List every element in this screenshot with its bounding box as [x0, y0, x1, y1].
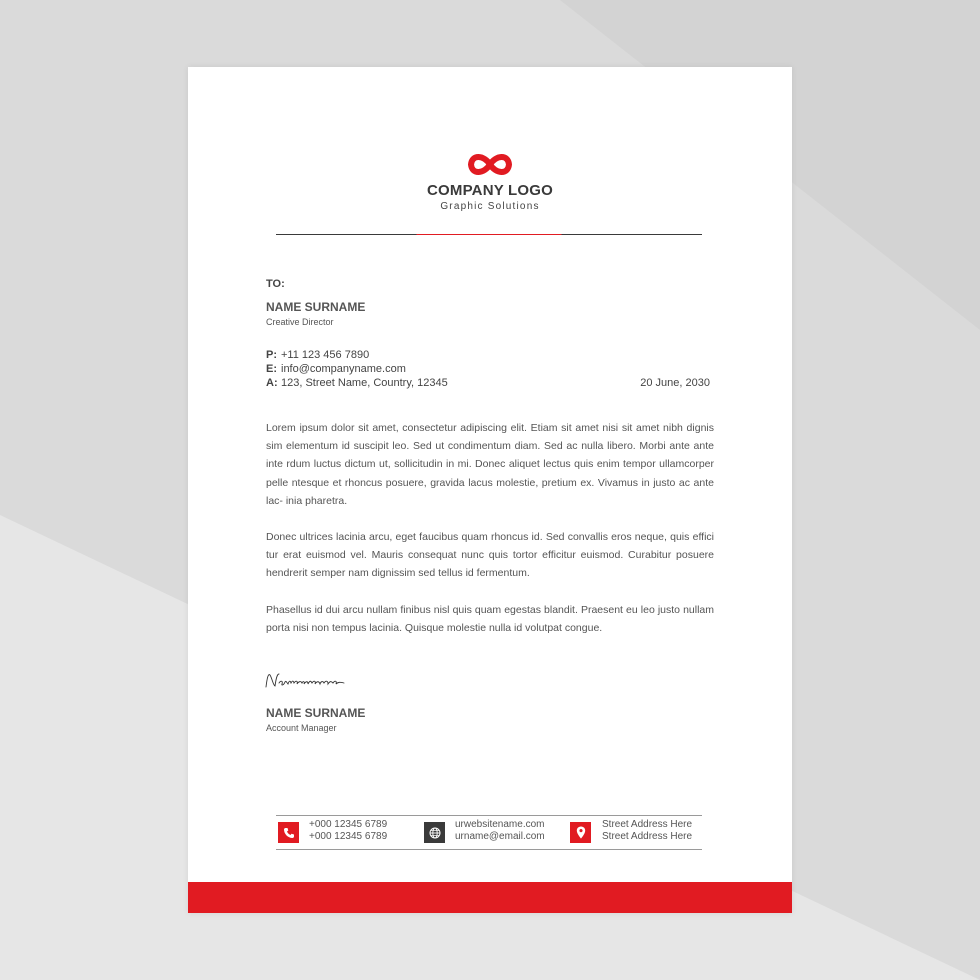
- email-key: E:: [266, 363, 277, 375]
- footer-phone-text: [309, 819, 387, 843]
- company-logo: [188, 151, 792, 212]
- footer-website: urwebsitename.com: [455, 819, 545, 830]
- phone-key: P:: [266, 349, 277, 361]
- footer-phone-1: +000 12345 6789: [309, 819, 388, 830]
- infinity-icon: [466, 151, 514, 178]
- address-value: 123, Street Name, Country, 12345: [281, 377, 448, 389]
- body-paragraph-3: Phasellus id dui arcu nullam finibus nisl quis quam egestas blandit. Praesent eu leo justo nullam porta nisi non tempus lacinia. Quisque molestie nulla id volutpat congue.: [266, 604, 714, 635]
- phone-value: +11 123 456 7890: [281, 349, 370, 361]
- company-tagline: Graphic Solutions: [440, 201, 540, 212]
- location-pin-icon: [570, 822, 591, 843]
- address-key: A:: [266, 377, 278, 389]
- to-label: TO:: [266, 278, 285, 290]
- company-name: COMPANY LOGO: [426, 182, 554, 199]
- email-value: info@companyname.com: [281, 363, 406, 375]
- globe-icon: [424, 822, 445, 843]
- recipient-title: Creative Director: [266, 317, 334, 327]
- footer-email: urname@email.com: [455, 831, 545, 842]
- handwritten-signature: [264, 669, 346, 693]
- footer-address-text: [602, 819, 692, 843]
- sender-title: Account Manager: [266, 723, 337, 733]
- footer-divider-bottom: [276, 849, 702, 850]
- body-paragraph-2: Donec ultrices lacinia arcu, eget faucibus quam rhoncus id. Sed convallis eros neque, quis effici tur erat euismod vel. Mauris consequat nunc quis tortor efficitur euismod. Curabitur posuere hendrerit semper nam dignissim sed tellus id fermentum.: [266, 531, 714, 580]
- letterhead-page: [188, 67, 792, 913]
- footer-accent-band: [188, 882, 792, 913]
- footer-address-1: Street Address Here: [602, 819, 693, 830]
- recipient-name: NAME SURNAME: [266, 300, 366, 314]
- body-paragraph-1: Lorem ipsum dolor sit amet, consectetur adipiscing elit. Etiam sit amet nisi sit amet nibh dignis sim elementum id suscipit leo. Sed ut condimentum diam. Sed ac nulla libero. Morbi ante ante inte rdum luctus dictum ut, sollicitudin in mi. Donec aliquet lectus quis enim tempor ullamcorper pelle ntesque et rhoncus posuere, gravida lacus molestie, pretium ex. Vivamus in justo ac ante lac- inia pharetra.: [266, 422, 714, 507]
- contact-phone: [266, 349, 369, 361]
- letter-date: 20 June, 2030: [640, 377, 710, 389]
- sender-name: NAME SURNAME: [266, 706, 366, 720]
- phone-icon: [278, 822, 299, 843]
- contact-email: [266, 363, 406, 375]
- footer-address-2: Street Address Here: [602, 831, 693, 842]
- footer-web-text: [455, 819, 545, 843]
- footer-phone-2: +000 12345 6789: [309, 831, 388, 842]
- footer-divider-top: [276, 815, 702, 816]
- contact-address: [266, 377, 448, 389]
- header-divider: [276, 234, 702, 235]
